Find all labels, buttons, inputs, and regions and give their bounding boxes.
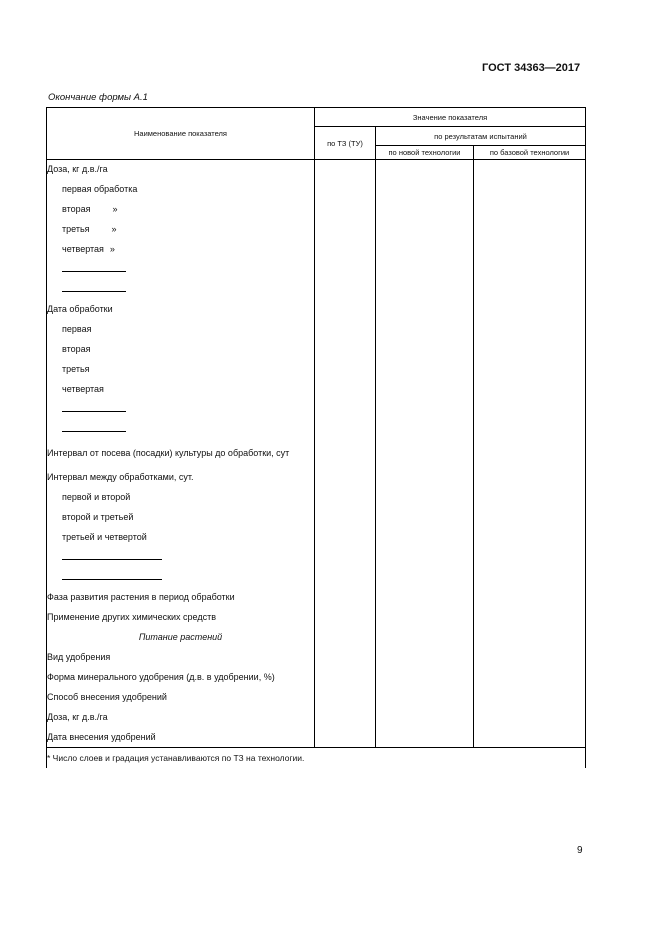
cell-tz — [315, 380, 376, 400]
cell-base — [474, 588, 586, 608]
cell-tz — [315, 588, 376, 608]
document-standard-number: ГОСТ 34363—2017 — [482, 62, 581, 74]
table-footnote: * Число слоев и градация устанавливаются по ТЗ на технологии. — [47, 748, 586, 769]
cell-base — [474, 380, 586, 400]
cell-base — [474, 240, 586, 260]
cell-tz — [315, 528, 376, 548]
ditto-mark: » — [109, 244, 115, 254]
column-header-results: по результатам испытаний — [376, 127, 586, 146]
table-row-blank — [47, 548, 586, 568]
cell-new — [376, 440, 474, 468]
row-label: первой и второй — [47, 488, 315, 508]
cell-new — [376, 340, 474, 360]
cell-tz — [315, 180, 376, 200]
indicator-table — [46, 107, 586, 768]
table-row-blank — [47, 420, 586, 440]
cell-base — [474, 708, 586, 728]
footnote-row — [47, 748, 586, 769]
column-header-value: Значение показателя — [315, 108, 586, 127]
cell-base — [474, 648, 586, 668]
cell-tz — [315, 668, 376, 688]
cell-new — [376, 280, 474, 300]
cell-tz — [315, 240, 376, 260]
cell-base — [474, 260, 586, 280]
cell-new — [376, 420, 474, 440]
table-row — [47, 360, 586, 380]
form-caption: Окончание формы А.1 — [48, 92, 148, 103]
table-row — [47, 200, 586, 220]
cell-tz — [315, 160, 376, 180]
cell-tz — [315, 648, 376, 668]
page-number: 9 — [577, 845, 583, 856]
cell-new — [376, 488, 474, 508]
cell-tz — [315, 628, 376, 648]
blank-line — [47, 260, 315, 280]
row-label: третья — [47, 360, 315, 380]
blank-line — [47, 420, 315, 440]
table-row — [47, 528, 586, 548]
cell-tz — [315, 260, 376, 280]
row-label: Фаза развития растения в период обработки — [47, 588, 315, 608]
cell-new — [376, 588, 474, 608]
cell-tz — [315, 200, 376, 220]
row-label: вторая — [47, 340, 315, 360]
column-header-name: Наименование показателя — [47, 108, 315, 160]
cell-new — [376, 160, 474, 180]
row-label: Интервал между обработками, сут. — [47, 468, 315, 488]
table-row — [47, 180, 586, 200]
cell-base — [474, 280, 586, 300]
cell-new — [376, 548, 474, 568]
cell-tz — [315, 360, 376, 380]
cell-new — [376, 360, 474, 380]
table-row — [47, 240, 586, 260]
cell-base — [474, 548, 586, 568]
row-label: Доза, кг д.в./га — [47, 160, 315, 180]
table-row — [47, 440, 586, 468]
table-row — [47, 668, 586, 688]
cell-tz — [315, 320, 376, 340]
cell-new — [376, 180, 474, 200]
cell-tz — [315, 400, 376, 420]
cell-base — [474, 360, 586, 380]
row-label: первая обработка — [47, 180, 315, 200]
cell-base — [474, 468, 586, 488]
cell-new — [376, 220, 474, 240]
table-row-blank — [47, 280, 586, 300]
table-row — [47, 320, 586, 340]
row-label: Дата обработки — [47, 300, 315, 320]
cell-base — [474, 688, 586, 708]
cell-tz — [315, 440, 376, 468]
cell-new — [376, 300, 474, 320]
cell-new — [376, 568, 474, 588]
blank-line — [47, 280, 315, 300]
row-label: Дата внесения удобрений — [47, 728, 315, 748]
cell-base — [474, 728, 586, 748]
table-row — [47, 588, 586, 608]
cell-tz — [315, 468, 376, 488]
cell-base — [474, 180, 586, 200]
row-label: четвертая » — [47, 240, 315, 260]
row-label: Применение других химических средств — [47, 608, 315, 628]
cell-new — [376, 528, 474, 548]
table-row — [47, 468, 586, 488]
table-row — [47, 488, 586, 508]
cell-tz — [315, 420, 376, 440]
cell-base — [474, 220, 586, 240]
blank-line — [47, 400, 315, 420]
cell-new — [376, 668, 474, 688]
cell-tz — [315, 548, 376, 568]
cell-new — [376, 468, 474, 488]
table-row — [47, 508, 586, 528]
table-row — [47, 300, 586, 320]
row-label: первая — [47, 320, 315, 340]
table-row — [47, 728, 586, 748]
cell-new — [376, 240, 474, 260]
column-header-new-technology: по новой технологии — [376, 146, 474, 160]
table-row-blank — [47, 400, 586, 420]
cell-base — [474, 488, 586, 508]
section-heading: Питание растений — [47, 628, 315, 648]
cell-tz — [315, 280, 376, 300]
cell-new — [376, 380, 474, 400]
ditto-mark: » — [111, 224, 117, 234]
cell-base — [474, 300, 586, 320]
row-label: Форма минерального удобрения (д.в. в удобрении, %) — [47, 668, 315, 688]
cell-new — [376, 608, 474, 628]
cell-new — [376, 628, 474, 648]
table-row — [47, 648, 586, 668]
row-label: Вид удобрения — [47, 648, 315, 668]
cell-base — [474, 420, 586, 440]
row-label: Способ внесения удобрений — [47, 688, 315, 708]
cell-tz — [315, 568, 376, 588]
cell-new — [376, 648, 474, 668]
cell-tz — [315, 728, 376, 748]
cell-base — [474, 160, 586, 180]
cell-new — [376, 728, 474, 748]
cell-base — [474, 568, 586, 588]
row-label: четвертая — [47, 380, 315, 400]
table-row — [47, 608, 586, 628]
row-label: третьей и четвертой — [47, 528, 315, 548]
cell-base — [474, 608, 586, 628]
blank-line — [47, 568, 315, 588]
ditto-mark: » — [112, 204, 118, 214]
blank-line — [47, 548, 315, 568]
cell-base — [474, 668, 586, 688]
row-label: второй и третьей — [47, 508, 315, 528]
cell-base — [474, 320, 586, 340]
cell-base — [474, 508, 586, 528]
table-row — [47, 708, 586, 728]
cell-tz — [315, 300, 376, 320]
cell-base — [474, 400, 586, 420]
cell-base — [474, 200, 586, 220]
row-label: третья » — [47, 220, 315, 240]
row-label: Интервал от посева (посадки) культуры до обработки, сут — [47, 440, 315, 468]
table-row — [47, 380, 586, 400]
cell-new — [376, 708, 474, 728]
table-row — [47, 160, 586, 180]
cell-base — [474, 340, 586, 360]
row-label: Доза, кг д.в./га — [47, 708, 315, 728]
cell-tz — [315, 488, 376, 508]
cell-tz — [315, 508, 376, 528]
cell-new — [376, 320, 474, 340]
cell-new — [376, 508, 474, 528]
cell-base — [474, 628, 586, 648]
table-row — [47, 688, 586, 708]
column-header-base-technology: по базовой технологии — [474, 146, 586, 160]
table-row — [47, 340, 586, 360]
cell-tz — [315, 688, 376, 708]
cell-new — [376, 400, 474, 420]
table-row-section — [47, 628, 586, 648]
cell-new — [376, 688, 474, 708]
table-row-blank — [47, 260, 586, 280]
cell-new — [376, 260, 474, 280]
cell-tz — [315, 220, 376, 240]
cell-tz — [315, 340, 376, 360]
column-header-tz: по ТЗ (ТУ) — [315, 127, 376, 160]
cell-tz — [315, 608, 376, 628]
cell-tz — [315, 708, 376, 728]
table-row — [47, 220, 586, 240]
cell-base — [474, 440, 586, 468]
cell-new — [376, 200, 474, 220]
row-label: вторая » — [47, 200, 315, 220]
table-row-blank — [47, 568, 586, 588]
cell-base — [474, 528, 586, 548]
